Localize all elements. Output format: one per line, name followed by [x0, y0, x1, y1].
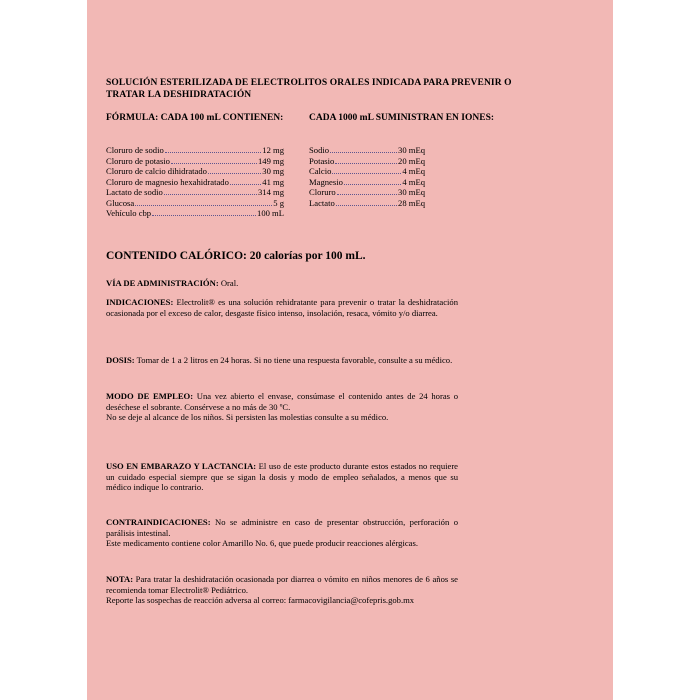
ion-amount: 30 mEq: [398, 187, 425, 197]
ion-name: Potasio: [309, 155, 335, 166]
section-nota: [106, 574, 458, 606]
formula-row: [106, 145, 284, 156]
ion-name: Lactato: [309, 197, 335, 208]
ion-amount: 4 mEq: [402, 176, 425, 187]
section-extra: Este medicamento contiene color Amarillo No. 6, que puede producir reacciones alérgicas.: [106, 538, 418, 549]
formula-heading: FÓRMULA: CADA 100 mL CONTIENEN:: [106, 113, 284, 123]
section-indicaciones: [106, 297, 458, 318]
ion-row: [309, 198, 425, 209]
ion-amount: 28 mEq: [398, 197, 425, 208]
section-title: VÍA DE ADMINISTRACIÓN:: [106, 278, 219, 288]
ions-heading: CADA 1000 mL SUMINISTRAN EN IONES:: [309, 113, 495, 123]
headline: SOLUCIÓN ESTERILIZADA DE ELECTROLITOS ORALES INDICADA PARA PREVENIR O TRATAR LA DESHIDRATACIÓN: [106, 78, 512, 100]
section-title: INDICACIONES:: [106, 297, 174, 307]
ion-row: [309, 187, 425, 198]
ion-row: [309, 156, 425, 167]
section-title: USO EN EMBARAZO Y LACTANCIA:: [106, 461, 257, 471]
ion-name: Sodio: [309, 145, 330, 155]
formula-row: [106, 166, 284, 177]
ion-row: [309, 166, 425, 177]
section-extra: No se deje al alcance de los niños. Si persisten las molestias consulte a su médico.: [106, 412, 389, 423]
section-dosis: [106, 355, 458, 366]
ingredient-name: Cloruro de magnesio hexahidratado: [106, 176, 229, 187]
section-via: [106, 278, 458, 289]
section-modo-empleo: [106, 391, 458, 423]
formula-row: [106, 177, 284, 188]
section-text: Oral.: [218, 278, 239, 288]
ion-name: Cloruro: [309, 187, 336, 197]
ion-amount: 4 mEq: [402, 166, 425, 176]
section-title: CONTRAINDICACIONES:: [106, 517, 211, 527]
ingredient-amount: 149 mg: [257, 155, 284, 166]
ingredient-amount: 100 mL: [257, 208, 284, 218]
ingredient-name: Cloruro de sodio: [106, 145, 164, 155]
formula-row: [106, 208, 284, 219]
ingredient-amount: 5 g: [273, 197, 284, 208]
section-title: DOSIS:: [106, 355, 135, 365]
ingredient-amount: 12 mg: [262, 145, 284, 155]
ion-name: Magnesio: [309, 176, 343, 187]
section-title: MODO DE EMPLEO:: [106, 391, 194, 401]
section-text: El uso de este producto durante estos estados no requiere un cuidado especial siempre que se sigan la dosis y modo de empleo señalados, a menos que su médico indique lo contrario.: [106, 461, 458, 493]
calorie-content: CONTENIDO CALÓRICO: 20 calorías por 100 mL.: [106, 250, 366, 262]
formula-row: [106, 187, 284, 198]
ion-amount: 20 mEq: [398, 155, 425, 166]
ion-amount: 30 mEq: [398, 145, 425, 155]
ingredient-amount: 314 mg: [257, 187, 284, 197]
ion-name: Calcio: [309, 166, 332, 176]
ions-table: [309, 145, 425, 208]
section-text: Tomar de 1 a 2 litros en 24 horas. Si no tiene una respuesta favorable, consulte a su médico.: [134, 355, 453, 365]
section-text: Una vez abierto el envase, consúmase el contenido antes de 24 horas o deséchese el sobrante. Consérvese a no más de 30 ºC.: [106, 391, 458, 412]
section-text: No se administre en caso de presentar obstrucción, perforación o parálisis intestinal.: [106, 517, 458, 538]
formula-row: [106, 198, 284, 209]
formula-table: [106, 145, 284, 219]
ingredient-amount: 41 mg: [262, 176, 284, 187]
section-text: Electrolit® es una solución rehidratante para prevenir o tratar la deshidratación ocasionada por el exceso de calor, desgaste físico intenso, insolación, resaca, vómito y/o diarrea.: [106, 297, 458, 318]
ingredient-name: Vehículo cbp: [106, 208, 152, 218]
section-contraindicaciones: [106, 517, 458, 549]
section-extra: Reporte las sospechas de reacción adversa al correo: farmacovigilancia@cofepris.gob.mx: [106, 595, 415, 606]
ingredient-amount: 30 mg: [262, 166, 284, 176]
ingredient-name: Cloruro de potasio: [106, 155, 170, 166]
ion-row: [309, 145, 425, 156]
ingredient-name: Lactato de sodio: [106, 187, 163, 197]
section-embarazo: [106, 461, 458, 493]
ion-row: [309, 177, 425, 188]
section-text: Para tratar la deshidratación ocasionada por diarrea o vómito en niños menores de 6 años se recomienda tomar Electrolit® Pediátrico.: [106, 574, 458, 595]
ingredient-name: Glucosa: [106, 197, 135, 208]
section-title: NOTA:: [106, 574, 134, 584]
formula-row: [106, 156, 284, 167]
ingredient-name: Cloruro de calcio dihidratado: [106, 166, 207, 176]
